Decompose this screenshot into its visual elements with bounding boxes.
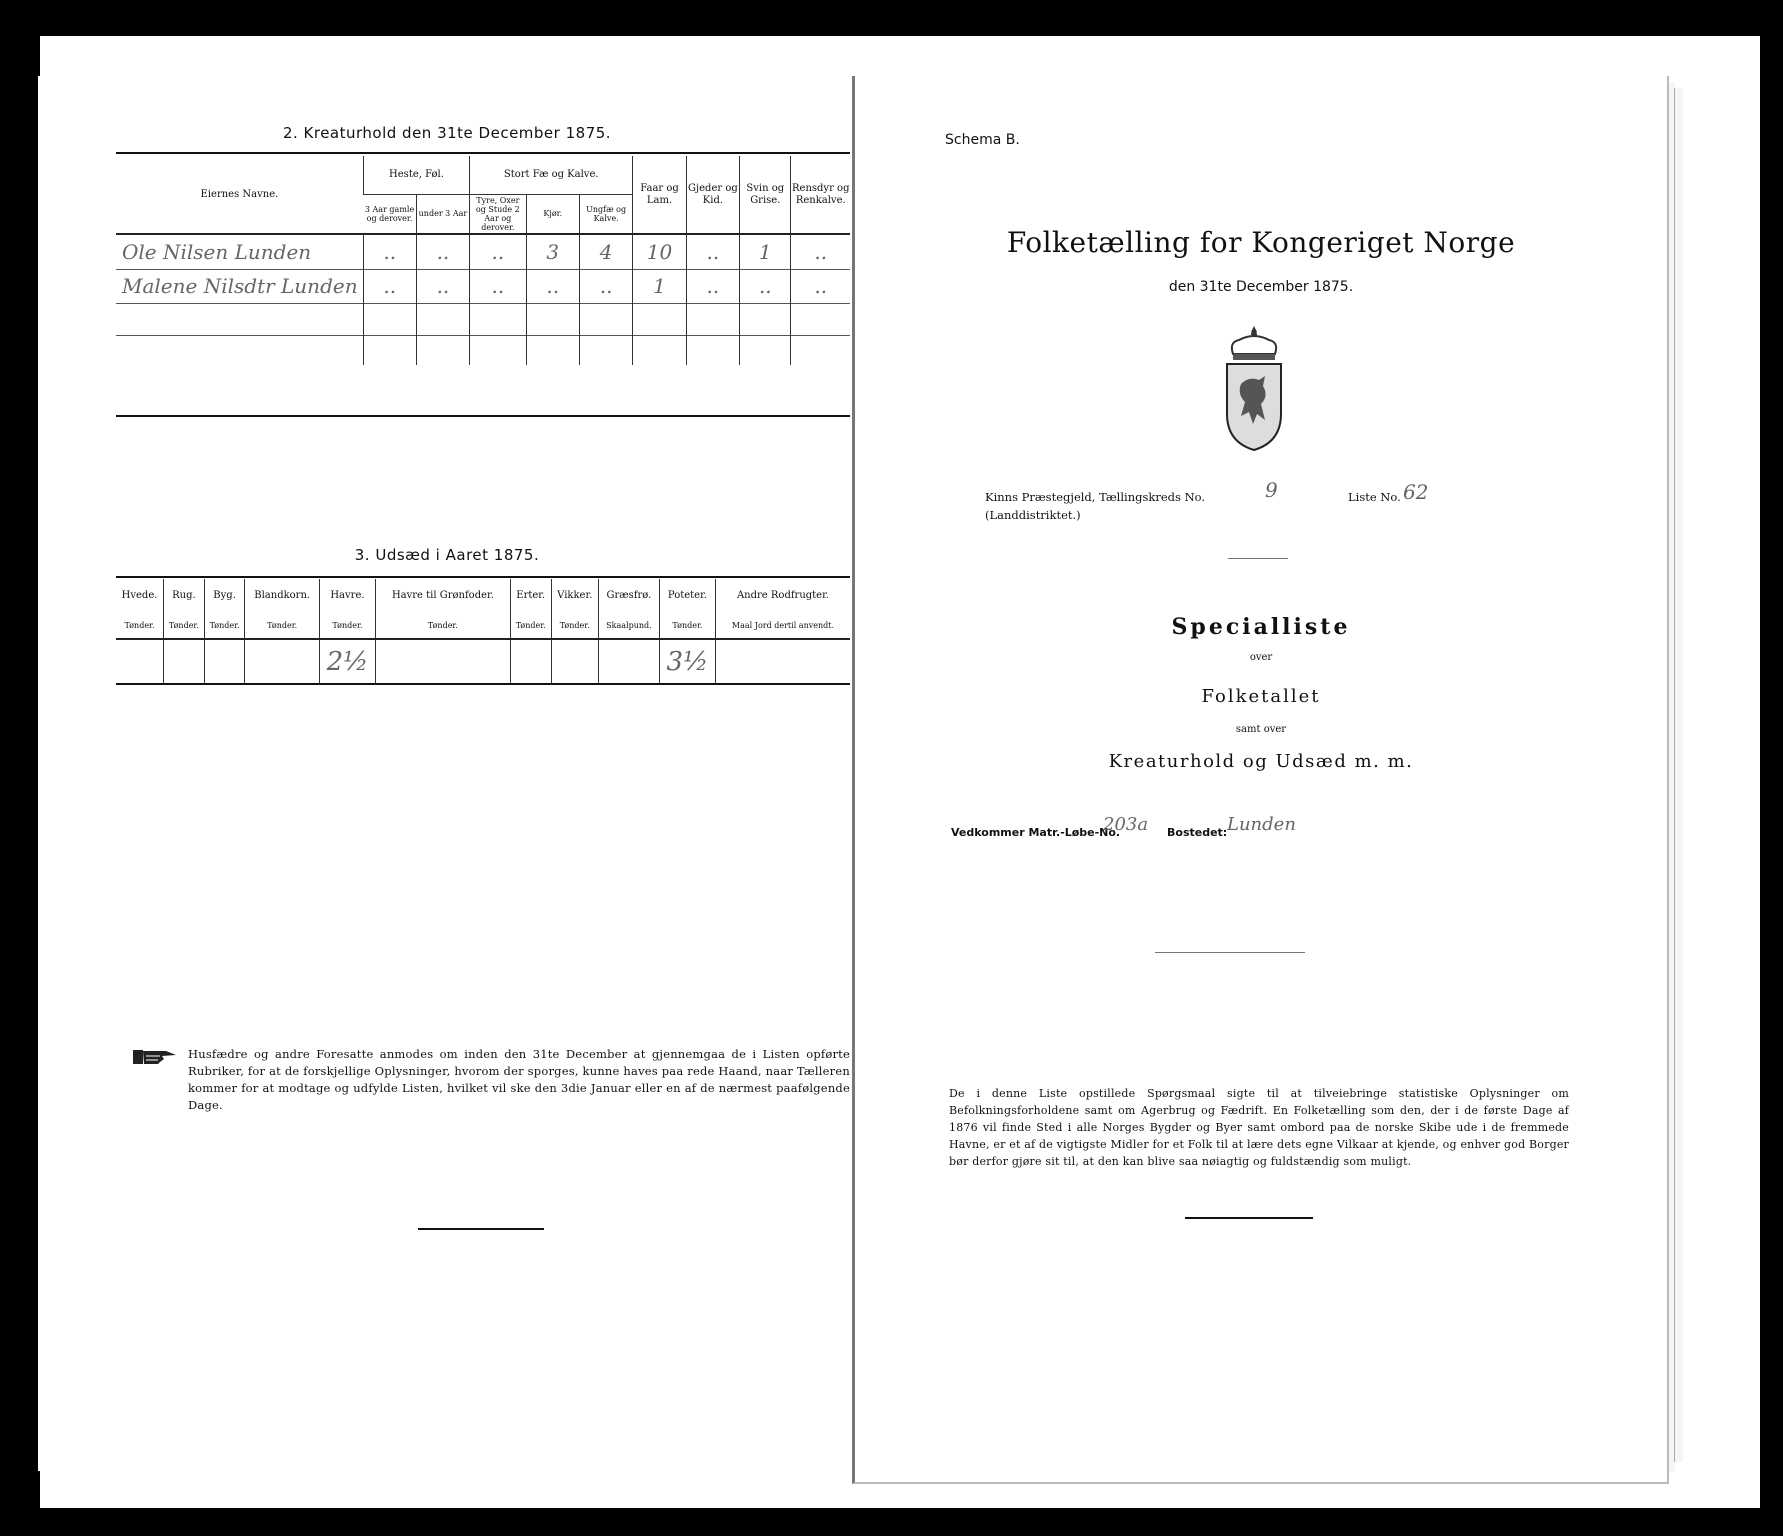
main-date: den 31te December 1875. — [1168, 279, 1354, 295]
cattle-sub2: Kjør. — [526, 194, 579, 234]
sow-unit: Tønder. — [510, 613, 551, 639]
cattle-sub3: Ungfæ og Kalve. — [579, 194, 632, 234]
sow-value — [510, 639, 551, 683]
cell: .. — [470, 269, 526, 303]
over-label: over — [1249, 652, 1273, 663]
horse-sub1: 3 Aar gamle og derover. — [364, 204, 415, 223]
table-row — [116, 235, 850, 269]
sow-header: Vikker. — [551, 579, 598, 613]
sow-value — [164, 639, 205, 683]
sow-header: Havre. — [319, 579, 375, 613]
section3-title: 3. Udsæd i Aaret 1875. — [354, 546, 540, 564]
cell: .. — [791, 269, 850, 303]
schema-label: Schema B. — [945, 132, 1020, 148]
matr-value: 203a — [1103, 814, 1149, 835]
kreds-number: 9 — [1265, 478, 1278, 502]
pigs-header: Svin og Grise. — [740, 156, 791, 234]
folketallet-label: Folketallet — [1201, 686, 1321, 707]
sow-header: Byg. — [204, 579, 245, 613]
sow-value — [204, 639, 245, 683]
sow-value — [245, 639, 320, 683]
table-row — [116, 639, 850, 683]
livestock-table — [116, 156, 850, 365]
table-row — [116, 269, 850, 303]
left-page — [38, 76, 857, 1471]
sow-unit: Skaalpund. — [598, 613, 659, 639]
cell: 4 — [579, 235, 632, 269]
sow-unit: Maal Jord dertil anvendt. — [715, 613, 850, 639]
coat-of-arms-icon — [1219, 324, 1289, 458]
sow-header: Poteter. — [659, 579, 715, 613]
sow-unit: Tønder. — [204, 613, 245, 639]
kreaturhold-label: Kreaturhold og Udsæd m. m. — [1108, 751, 1414, 772]
horse-group-header: Heste, Føl. — [363, 156, 469, 194]
samt-over-label: samt over — [1235, 724, 1287, 735]
sow-value — [598, 639, 659, 683]
cell: .. — [416, 235, 469, 269]
cell: .. — [363, 269, 416, 303]
sow-value — [116, 639, 164, 683]
cell: .. — [526, 269, 579, 303]
sow-header: Rug. — [164, 579, 205, 613]
parish-line1: Kinns Præstegjeld, Tællingskreds No. — [985, 490, 1206, 504]
reindeer-header: Rensdyr og Renkalve. — [791, 156, 850, 234]
sow-header: Havre til Grønfoder. — [375, 579, 510, 613]
owner-name: Ole Nilsen Lunden — [122, 239, 312, 264]
sow-unit: Tønder. — [319, 613, 375, 639]
cell: .. — [416, 269, 469, 303]
parish-line2: (Landdistriktet.) — [985, 508, 1081, 522]
table-row — [116, 335, 850, 365]
sow-value: 2½ — [319, 639, 375, 683]
sow-value: 3½ — [659, 639, 715, 683]
sow-header: Blandkorn. — [245, 579, 320, 613]
liste-number: 62 — [1403, 480, 1429, 504]
sow-unit: Tønder. — [551, 613, 598, 639]
sow-header: Hvede. — [121, 590, 158, 601]
sow-unit: Tønder. — [375, 613, 510, 639]
cell: .. — [470, 235, 526, 269]
owners-header: Eiernes Navne. — [200, 188, 279, 200]
specialliste-title: Specialliste — [1171, 614, 1351, 640]
main-title: Folketælling for Kongeriget Norge — [1006, 226, 1516, 259]
cell: 1 — [633, 269, 686, 303]
cell: .. — [686, 269, 739, 303]
footnote: Husfædre og andre Foresatte anmodes om inden den 31te December at gjennemgaa de i Listen opførte Rubriker, for at de forskjellige Oplysninger, hvorom der sporges, kunne haves paa rede Haand, naar Tælleren kommer for at modtage og udfylde Listen, hvilket vil ske den 3die Januar eller en af de nærmest paafølgende Dage. — [188, 1047, 850, 1112]
sow-unit: Tønder. — [245, 613, 320, 639]
cell: 1 — [740, 235, 791, 269]
cell: .. — [579, 269, 632, 303]
bosted-label: Bostedet: — [1167, 826, 1228, 839]
owner-name: Malene Nilsdtr Lunden — [122, 274, 358, 298]
sow-unit: Tønder. — [124, 621, 155, 630]
right-page — [852, 76, 1669, 1484]
sow-header: Græsfrø. — [598, 579, 659, 613]
sow-unit: Tønder. — [659, 613, 715, 639]
cattle-group-header: Stort Fæ og Kalve. — [470, 156, 633, 194]
goats-header: Gjeder og Kid. — [686, 156, 739, 234]
table-row — [116, 303, 850, 335]
cell: .. — [363, 235, 416, 269]
sow-value — [375, 639, 510, 683]
section2-title: 2. Kreaturhold den 31te December 1875. — [282, 124, 612, 142]
bosted-value: Lunden — [1227, 814, 1296, 835]
sheep-header: Faar og Lam. — [633, 156, 686, 234]
cell: 10 — [633, 235, 686, 269]
sow-value — [551, 639, 598, 683]
sow-value — [715, 639, 850, 683]
bottom-note: De i denne Liste opstillede Spørgsmaal sigte til at tilveiebringe statistiske Oplysninger om Befolkningsforholdene samt om Agerbrug og Fædrift. En Folketælling som den, der i de første Dage af 1876 vil finde Sted i alle Norges Bygder og Byer samt ombord paa de norske Skibe ude i de fremmede Havne, er et af de vigtigste Midler for et Folk til at lære dets egne Vilkaar at kjende, og enhver god Borger bør derfor gjøre sit til, at den kan blive saa nøiagtig og fuldstændig som muligt. — [949, 1087, 1569, 1168]
matr-label: Vedkommer Matr.-Løbe-No. — [951, 826, 1121, 839]
sow-unit: Tønder. — [164, 613, 205, 639]
liste-label: Liste No. — [1348, 490, 1401, 504]
cell: 3 — [526, 235, 579, 269]
cattle-sub1: Tyre, Oxer og Stude 2 Aar og derover. — [470, 194, 526, 234]
sow-header: Andre Rodfrugter. — [715, 579, 850, 613]
cell: .. — [791, 235, 850, 269]
sowing-table — [116, 579, 850, 683]
cell: .. — [686, 235, 739, 269]
pointing-hand-icon — [132, 1046, 180, 1072]
horse-sub2: under 3 Aar — [416, 194, 469, 234]
sow-header: Erter. — [510, 579, 551, 613]
cell: .. — [740, 269, 791, 303]
